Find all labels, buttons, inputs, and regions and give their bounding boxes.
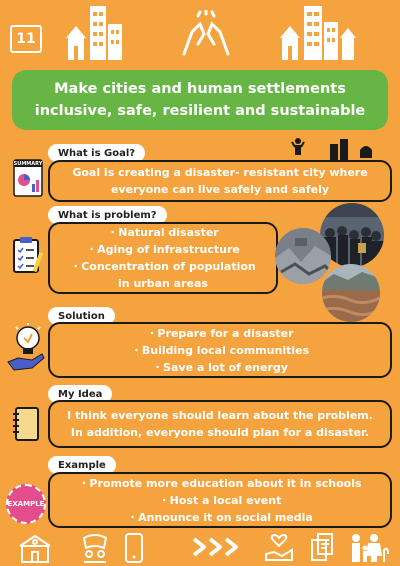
flood-photo xyxy=(322,264,380,322)
solution-card xyxy=(48,322,392,378)
goal-card xyxy=(48,160,392,202)
idea-card xyxy=(48,400,392,448)
example-stamp: EXAMPLE xyxy=(6,484,46,524)
documents-icon xyxy=(310,532,336,564)
goal-title xyxy=(12,70,388,130)
goal-title-line1: Make cities and human settlements xyxy=(54,81,346,97)
idea-line: I think everyone should learn about the problem. xyxy=(67,409,373,422)
forward-arrows-icon xyxy=(190,536,250,558)
problem-item: ・Natural disaster xyxy=(107,226,219,239)
notebook-icon xyxy=(12,406,40,442)
lightbulb-hand-icon xyxy=(6,322,46,374)
checklist-icon xyxy=(8,236,46,276)
goal-line: everyone can live safely and safely xyxy=(110,183,330,196)
example-item: ・Promote more education about it in schools xyxy=(78,476,362,490)
example-card xyxy=(48,472,392,528)
goal-heading: What is Goal? xyxy=(48,144,145,162)
city-buildings-icon xyxy=(62,4,132,62)
problem-item: ・Aging of infrastructure xyxy=(86,243,240,256)
solution-item: ・Prepare for a disaster xyxy=(146,326,294,340)
idea-heading: My Idea xyxy=(48,385,112,403)
rubble-photo xyxy=(275,228,331,284)
community-group-icon xyxy=(80,532,110,564)
goal-number-badge: 11 xyxy=(10,25,42,53)
problem-item: ・Concentration of population xyxy=(70,260,256,273)
example-item: ・Announce it on social media xyxy=(127,510,313,524)
problem-item: in urban areas xyxy=(118,277,208,290)
high-five-icon xyxy=(176,10,236,56)
smartphone-icon xyxy=(122,532,146,564)
example-item: ・Host a local event xyxy=(158,493,282,507)
city-buildings-icon xyxy=(278,4,358,62)
solution-item: ・Save a lot of energy xyxy=(152,360,288,374)
solution-heading: Solution xyxy=(48,307,115,325)
idea-line: In addition, everyone should plan for a disaster. xyxy=(70,426,370,439)
problem-heading: What is problem? xyxy=(48,206,167,224)
solution-item: ・Building local communities xyxy=(130,343,310,357)
people-icons xyxy=(290,136,380,162)
heart-hands-icon xyxy=(264,532,294,564)
goal-line: Goal is creating a disaster- resistant city where xyxy=(72,166,368,179)
goal-title-line2: inclusive, safe, resilient and sustainable xyxy=(34,103,366,119)
school-icon xyxy=(18,532,52,564)
family-icon xyxy=(346,532,390,564)
problem-card xyxy=(48,222,278,294)
example-heading: Example xyxy=(48,456,116,474)
summary-icon-label: SUMMARY xyxy=(13,161,43,167)
